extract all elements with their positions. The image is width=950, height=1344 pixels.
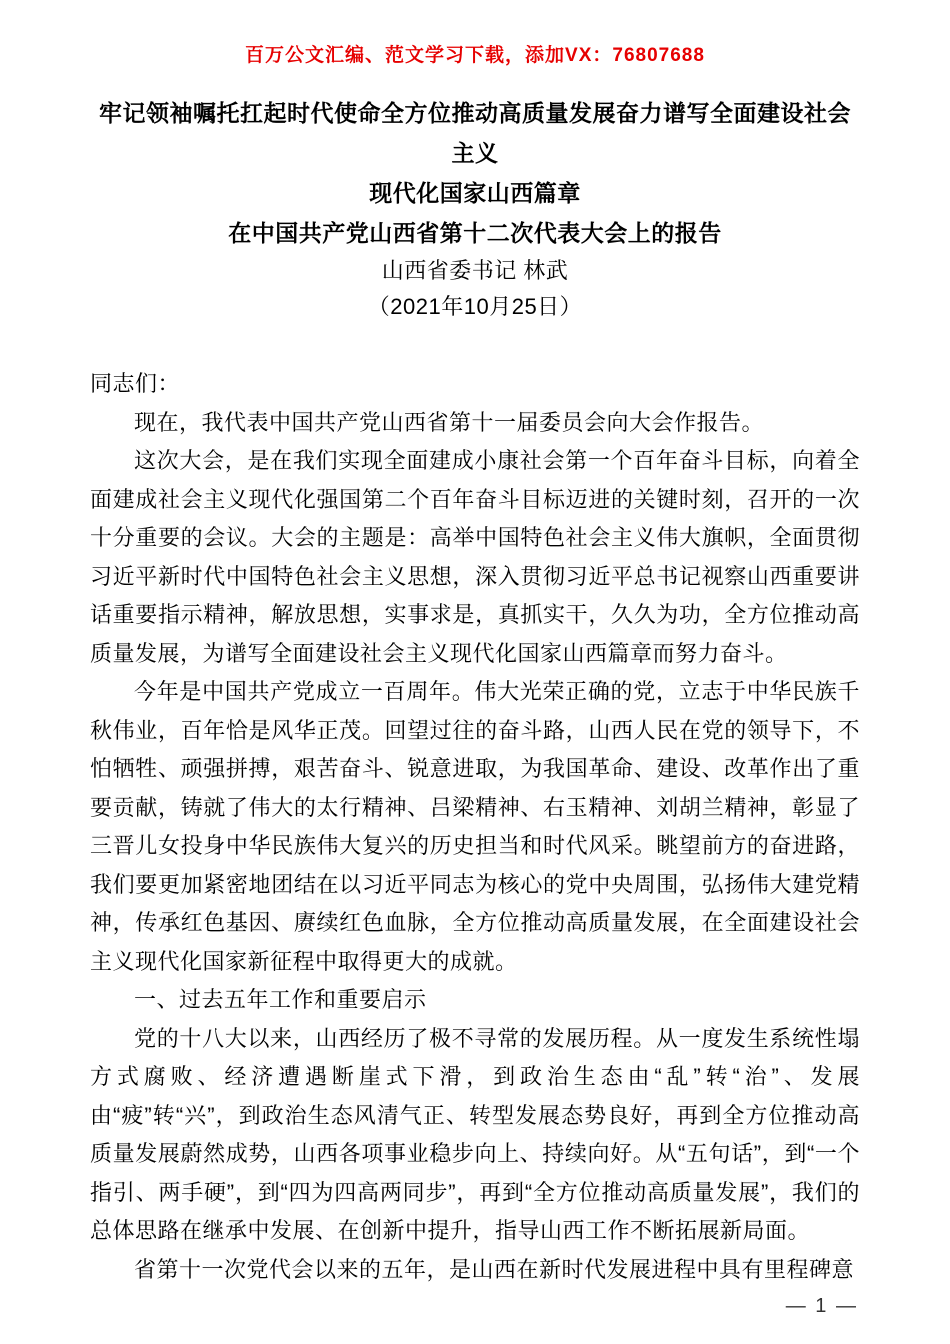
body-paragraph: 现在，我代表中国共产党山西省第十一届委员会向大会作报告。 [134,409,765,435]
body-paragraph: 这次大会，是在我们实现全面建成小康社会第一个百年奋斗目标，向着全面建成社会主义现代化强国第二个百年奋斗目标迈进的关键时刻，召开的一次十分重要的会议。大会的主题是：高举中国特色社会主义伟大旗帜，全面贯彻习近平新时代中国特色社会主义思想，深入贯彻习近平总书记视察山西重要讲话重要指示精神，解放思想，实事求是，真抓实干，久久为功，全方位推动高质量发展，为谱写全面建设社会主义现代化国家山西篇章而努力奋斗。 [90,448,860,666]
salutation: 同志们： [90,371,181,396]
body-paragraph: 党的十八大以来，山西经历了极不寻常的发展历程。从一度发生系统性塌方式腐败、经济遭遇断崖式下滑，到政治生态由“乱”转“治”、发展由“疲”转“兴”，到政治生态风清气正、转型发展态势良好，再到全方位推动高质量发展蔚然成势，山西各项事业稳步向上、持续向好。从“五句话”，到“一个指引、两手硬”，到“四为四高两同步”，再到“全方位推动高质量发展”，我们的总体思路在继承中发展、在创新中提升，指导山西工作不断拓展新局面。 [90,1025,860,1243]
title-block [90,93,860,325]
body-paragraph: 今年是中国共产党成立一百周年。伟大光荣正确的党，立志于中华民族千秋伟业，百年恰是风华正茂。回望过往的奋斗路，山西人民在党的领导下，不怕牺牲、顽强拼搏，艰苦奋斗、锐意进取，为我国革命、建设、改革作出了重要贡献，铸就了伟大的太行精神、吕梁精神、右玉精神、刘胡兰精神，彰显了三晋儿女投身中华民族伟大复兴的历史担当和时代风采。眺望前方的奋进路，我们要更加紧密地团结在以习近平同志为核心的党中央周围，弘扬伟大建党精神，传承红色基因、赓续红色血脉，全方位推动高质量发展，在全面建设社会主义现代化国家新征程中取得更大的成就。 [90,679,860,974]
header-ad-text: 百万公文汇编、范文学习下载，添加VX：76807688 [245,45,705,66]
page-number: — 1 — [785,1295,858,1317]
report-subtitle: 在中国共产党山西省第十二次代表大会上的报告 [228,220,722,246]
document-body [90,365,860,1289]
document-title-line-2: 现代化国家山西篇章 [369,180,581,206]
date-line: （2021年10月25日） [367,294,583,319]
body-paragraph: 省第十一次党代会以来的五年，是山西在新时代发展进程中具有里程碑意 [134,1256,855,1282]
document-title-line-1: 牢记领袖嘱托扛起时代使命全方位推动高质量发展奋力谱写全面建设社会主义 [99,100,851,166]
section-heading: 一、过去五年工作和重要启示 [134,987,427,1012]
author-line: 山西省委书记 林武 [381,258,569,283]
